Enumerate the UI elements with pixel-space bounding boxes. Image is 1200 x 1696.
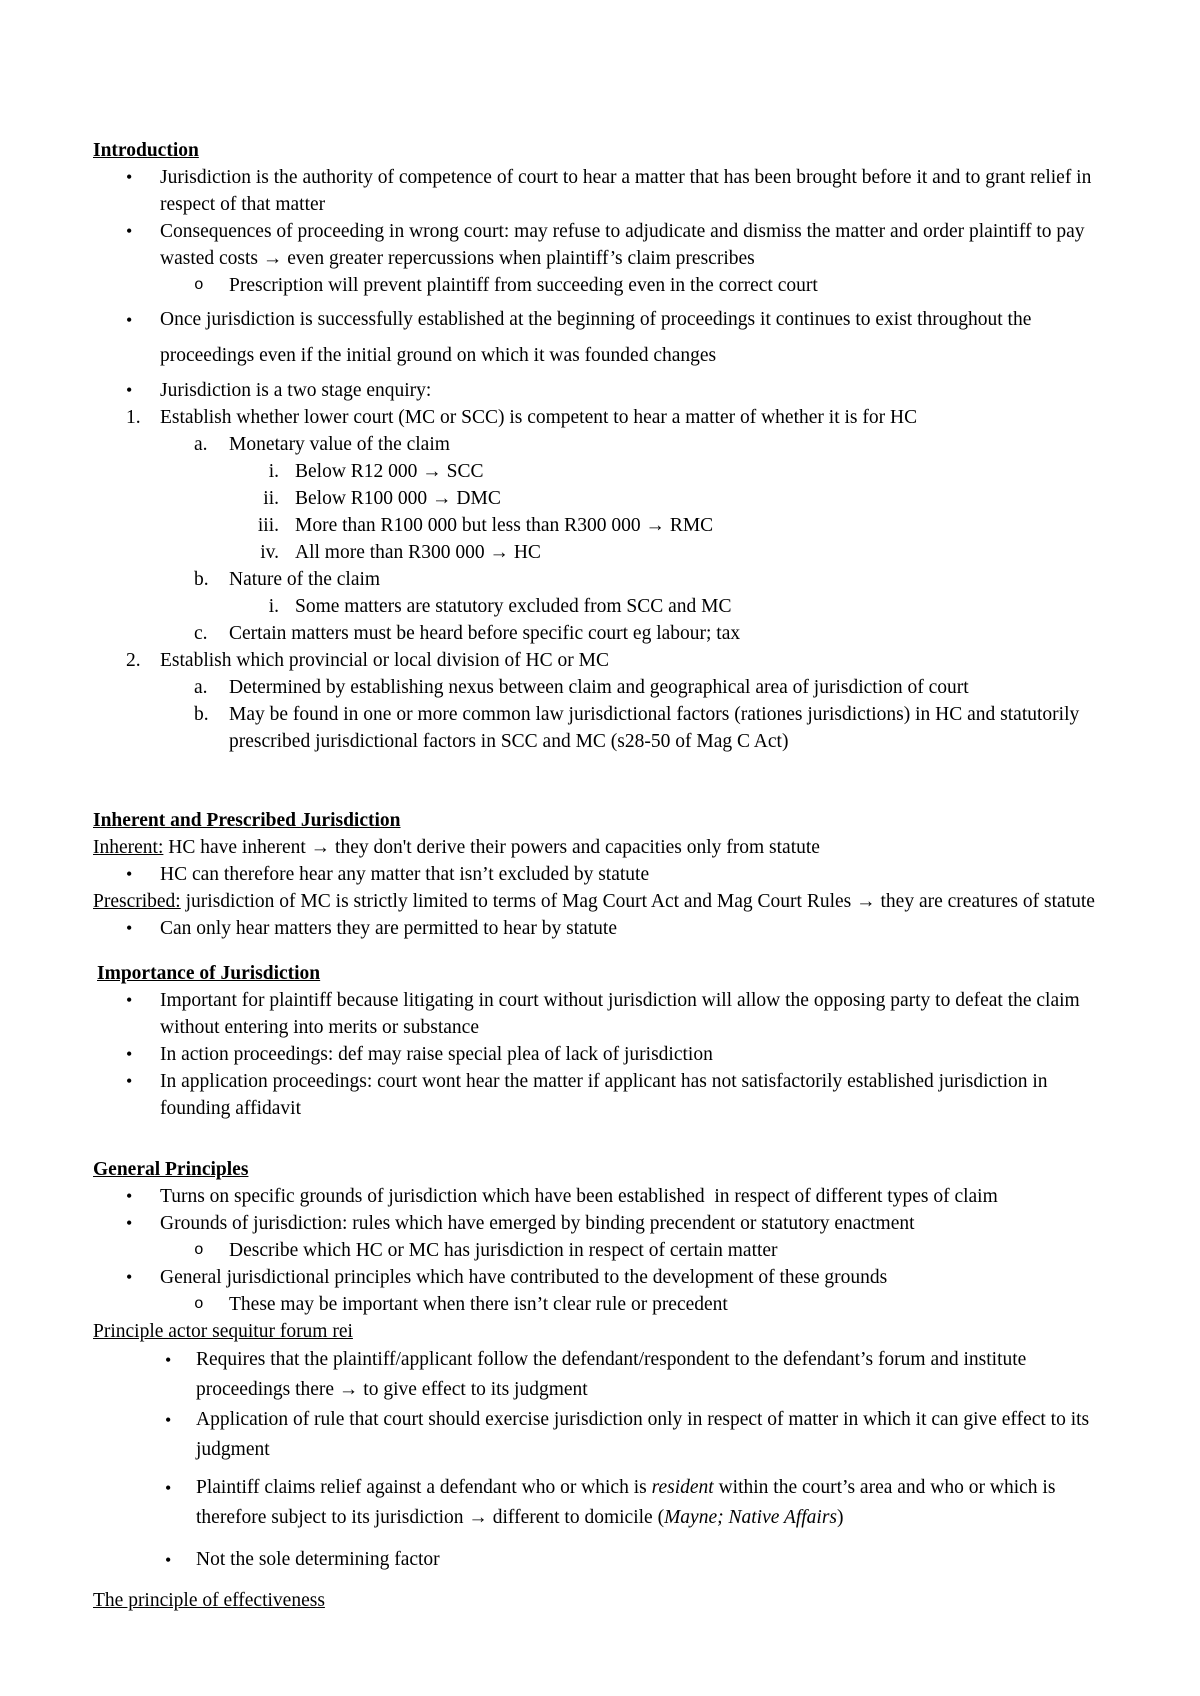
list-item [93, 915, 1108, 942]
list-item [93, 1210, 1108, 1237]
alpha-marker: a. [194, 434, 208, 455]
list-item [93, 647, 1108, 674]
list-item-text: Grounds of jurisdiction: rules which have emerged by binding precendent or statutory enactment [160, 1213, 915, 1234]
alpha-marker: b. [194, 704, 209, 725]
section-heading-introduction: Introduction [93, 140, 199, 161]
list-item [93, 1291, 1108, 1318]
list-item [93, 1237, 1108, 1264]
list-item [93, 1473, 1108, 1533]
circle-marker: o [194, 276, 204, 294]
bullet-marker: • [126, 1186, 133, 1206]
list-item [93, 302, 1108, 374]
text-segment: ) [837, 1507, 844, 1528]
list-item [93, 1345, 1108, 1405]
text-segment: within the court’s area and who or which is therefore subject to its jurisdiction → different to domicile ( [196, 1477, 1061, 1528]
list-item-text: Establish whether lower court (MC or SCC) is competent to hear a matter of whether it is for HC [160, 407, 918, 428]
italic-text: Mayne; Native Affairs [664, 1507, 838, 1528]
paragraph-inherent [93, 834, 1108, 861]
list-item-text: Once jurisdiction is successfully established at the beginning of proceedings it continues to exist throughout the proceedings even if the initial ground on which it was founded changes [160, 309, 1037, 366]
bullet-marker: • [126, 1044, 133, 1064]
subheading-principle-of-effectiveness: The principle of effectiveness [93, 1590, 325, 1611]
list-item [93, 164, 1108, 218]
circle-marker: o [194, 1241, 204, 1259]
bullet-marker: • [165, 1550, 172, 1570]
list-item-text: Describe which HC or MC has jurisdiction in respect of certain matter [229, 1240, 778, 1261]
bullet-marker: • [126, 167, 133, 187]
roman-marker: iv. [260, 542, 279, 563]
alpha-marker: c. [194, 623, 208, 644]
bullet-marker: • [126, 1071, 133, 1091]
roman-marker: iii. [257, 515, 279, 536]
paragraph-label-inherent: Inherent: [93, 837, 164, 858]
list-item [93, 1545, 1108, 1575]
list-item-text: Certain matters must be heard before specific court eg labour; tax [229, 623, 741, 644]
alpha-marker: a. [194, 677, 208, 698]
list-item [93, 404, 1108, 431]
list-item [93, 674, 1108, 701]
list-item-text: Some matters are statutory excluded from SCC and MC [295, 596, 732, 617]
bullet-marker: • [165, 1410, 172, 1430]
roman-marker: i. [268, 596, 279, 617]
list-item [93, 377, 1108, 404]
list-item [93, 1264, 1108, 1291]
list-item [93, 620, 1108, 647]
number-marker: 2. [126, 650, 141, 671]
list-item-text: Jurisdiction is the authority of competence of court to hear a matter that has been brought before it and to grant relief in respect of that matter [160, 167, 1097, 215]
list-item [93, 431, 1108, 458]
list-item [93, 539, 1108, 566]
list-item [93, 861, 1108, 888]
list-item-text: Below R12 000 → SCC [295, 461, 484, 482]
section-heading-general-principles: General Principles [93, 1159, 249, 1180]
list-item-text: Establish which provincial or local division of HC or MC [160, 650, 609, 671]
list-item [93, 218, 1108, 272]
list-item-text: Prescription will prevent plaintiff from succeeding even in the correct court [229, 275, 818, 296]
list-item-text: More than R100 000 but less than R300 000 → RMC [295, 515, 714, 536]
list-item-text: Consequences of proceeding in wrong court: may refuse to adjudicate and dismiss the matter and order plaintiff to pay wasted costs → even greater repercussions when plaintiff’s claim prescribes [160, 221, 1090, 269]
list-item [93, 1183, 1108, 1210]
list-item-text: HC can therefore hear any matter that isn’t excluded by statute [160, 864, 650, 885]
list-item-text: All more than R300 000 → HC [295, 542, 541, 563]
list-item-text: General jurisdictional principles which have contributed to the development of these grounds [160, 1267, 888, 1288]
list-item [93, 512, 1108, 539]
list-item-text: Jurisdiction is a two stage enquiry: [160, 380, 432, 401]
list-item-text: Nature of the claim [229, 569, 381, 590]
list-item-text: Turns on specific grounds of jurisdiction which have been established in respect of different types of claim [160, 1186, 998, 1207]
bullet-marker: • [126, 221, 133, 241]
bullet-marker: • [126, 380, 133, 400]
italic-text: resident [651, 1477, 714, 1498]
list-item-text: Monetary value of the claim [229, 434, 450, 455]
alpha-marker: b. [194, 569, 209, 590]
list-item-text: Determined by establishing nexus between claim and geographical area of jurisdiction of court [229, 677, 969, 698]
bullet-marker: • [126, 1267, 133, 1287]
paragraph-prescribed [93, 888, 1108, 915]
list-item-text: May be found in one or more common law jurisdictional factors (rationes jurisdictions) in HC and statutorily prescribed jurisdictional factors in SCC and MC (s28-50 of Mag C Act) [229, 704, 1085, 752]
bullet-marker: • [165, 1478, 172, 1498]
section-heading-importance: Importance of Jurisdiction [97, 963, 321, 984]
list-item [93, 1041, 1108, 1068]
list-item [93, 1405, 1108, 1465]
list-item [93, 593, 1108, 620]
subheading-actor-sequitur: Principle actor sequitur forum rei [93, 1321, 353, 1342]
bullet-marker: • [126, 990, 133, 1010]
list-item [93, 458, 1108, 485]
number-marker: 1. [126, 407, 141, 428]
list-item-text: Requires that the plaintiff/applicant follow the defendant/respondent to the defendant’s forum and institute proceedings there → to give effect to its judgment [196, 1349, 1032, 1400]
circle-marker: o [194, 1295, 204, 1313]
bullet-marker: • [126, 918, 133, 938]
list-item-text: Not the sole determining factor [196, 1549, 440, 1570]
list-item [93, 485, 1108, 512]
list-item-text: In action proceedings: def may raise special plea of lack of jurisdiction [160, 1044, 713, 1065]
list-item [93, 987, 1108, 1041]
paragraph-text-prescribed: jurisdiction of MC is strictly limited to terms of Mag Court Act and Mag Court Rules → they are creatures of statute [180, 891, 1095, 912]
text-segment: Plaintiff claims relief against a defendant who or which is [196, 1477, 652, 1498]
bullet-marker: • [165, 1350, 172, 1370]
bullet-marker: • [126, 310, 133, 330]
list-item-text: In application proceedings: court wont hear the matter if applicant has not satisfactorily established jurisdiction in founding affidavit [160, 1071, 1053, 1119]
list-item-text: Below R100 000 → DMC [295, 488, 501, 509]
list-item-text: Can only hear matters they are permitted to hear by statute [160, 918, 618, 939]
list-item [93, 272, 1108, 299]
list-item [93, 701, 1108, 755]
roman-marker: i. [268, 461, 279, 482]
list-item-text: Application of rule that court should exercise jurisdiction only in respect of matter in which it can give effect to its judgment [196, 1409, 1095, 1460]
paragraph-text-inherent: HC have inherent → they don't derive their powers and capacities only from statute [163, 837, 820, 858]
paragraph-label-prescribed: Prescribed: [93, 891, 181, 912]
section-heading-inherent-prescribed: Inherent and Prescribed Jurisdiction [93, 810, 401, 831]
bullet-marker: • [126, 864, 133, 884]
list-item-text: These may be important when there isn’t clear rule or precedent [229, 1294, 728, 1315]
list-item-text [196, 1473, 1108, 1533]
list-item [93, 566, 1108, 593]
roman-marker: ii. [263, 488, 279, 509]
bullet-marker: • [126, 1213, 133, 1233]
list-item [93, 1068, 1108, 1122]
list-item-text: Important for plaintiff because litigating in court without jurisdiction will allow the opposing party to defeat the claim without entering into merits or substance [160, 990, 1085, 1038]
